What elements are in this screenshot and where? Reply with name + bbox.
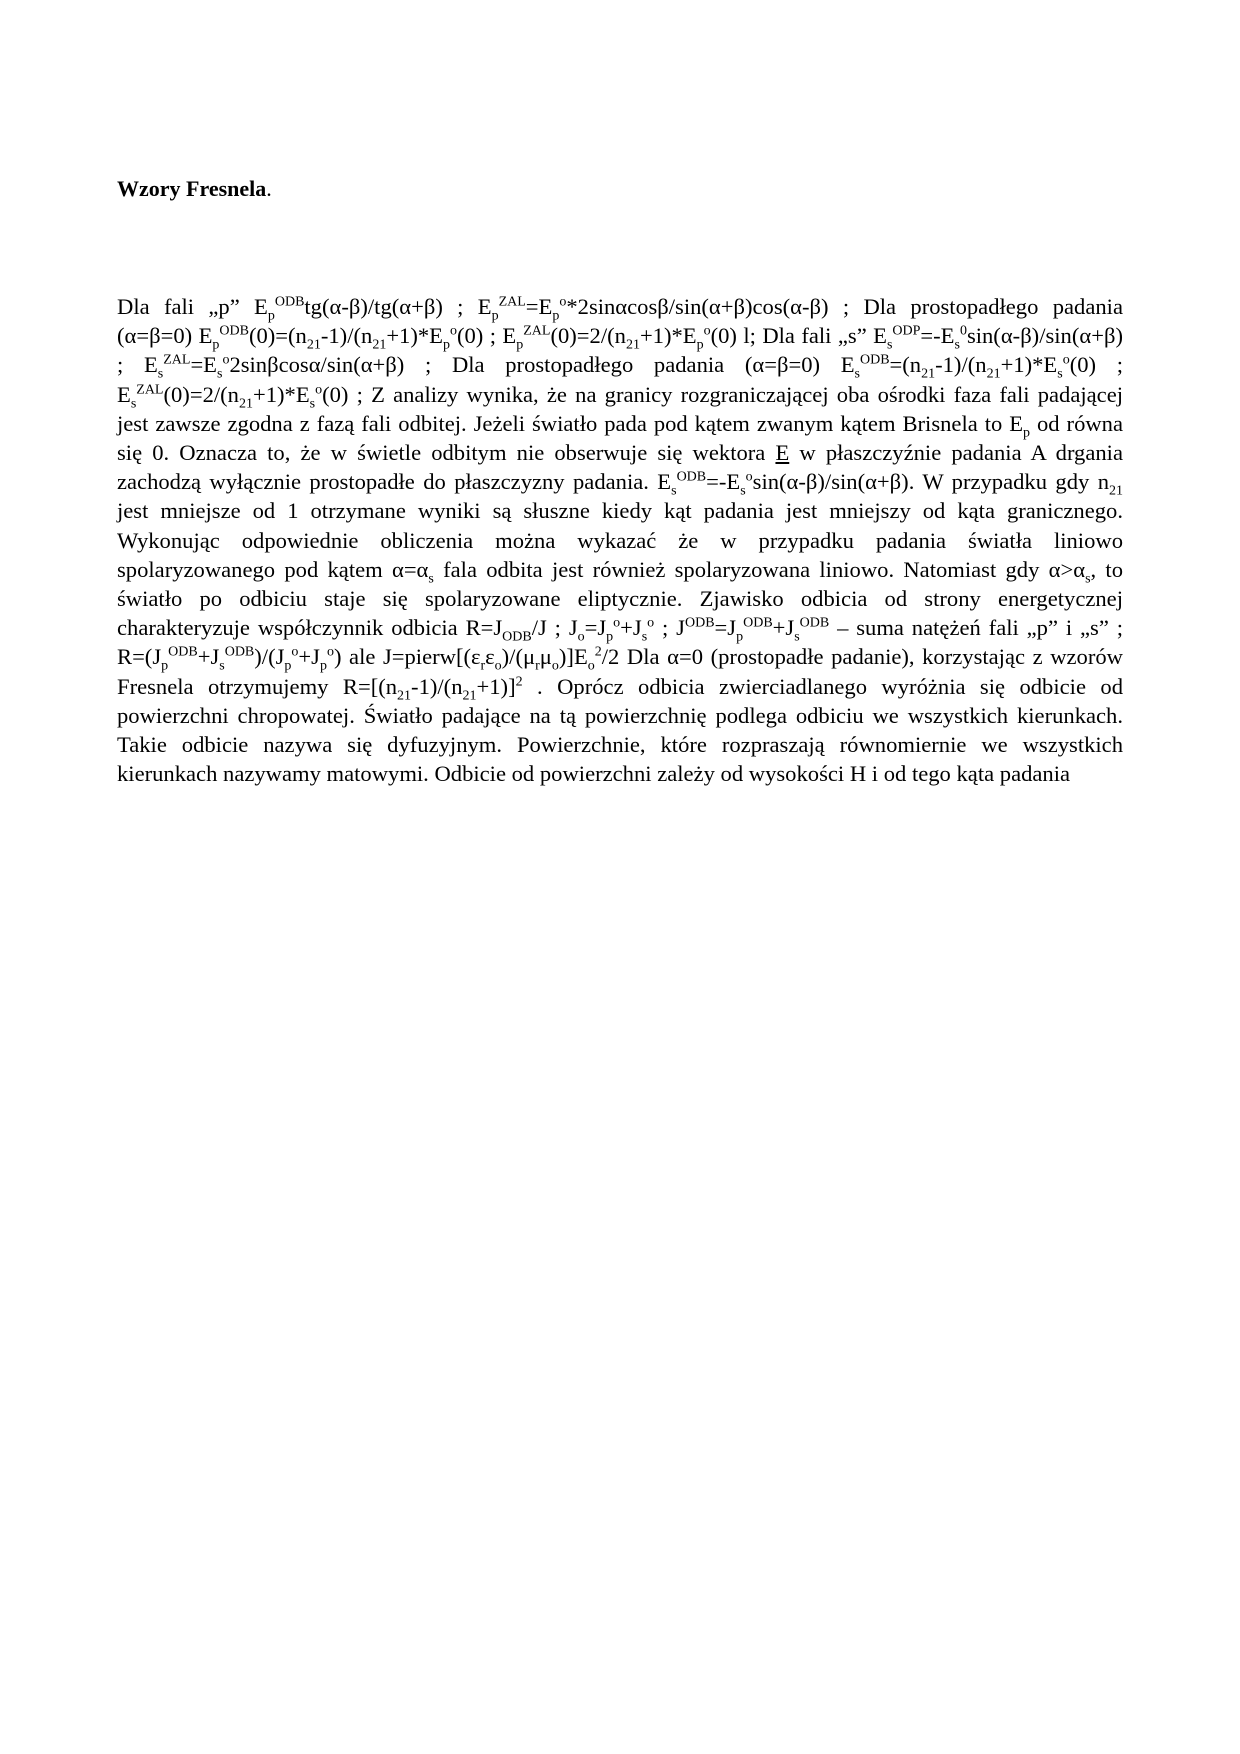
text-run: -1)/(n [320, 323, 373, 349]
subscript: o [494, 658, 502, 674]
subscript: s [219, 658, 225, 674]
superscript: ODB [168, 644, 198, 660]
subscript: s [1085, 571, 1091, 587]
text-run: ε [485, 644, 495, 670]
text-run: +J [197, 644, 220, 670]
subscript: 21 [986, 366, 1001, 382]
subscript: r [535, 658, 540, 674]
superscript: ODB [274, 294, 305, 310]
subscript: ODB [502, 629, 532, 645]
subscript: p [319, 658, 327, 674]
text-run: +1)] [476, 673, 516, 699]
subscript: p [442, 337, 450, 353]
subscript: p [491, 308, 499, 324]
superscript: ODB [743, 615, 773, 631]
text-run: – suma natężeń fali „p” i „s” ; R=(J [117, 615, 1124, 670]
text-run: fala odbita jest również spolaryzowana liniowo. Natomiast gdy α>α [433, 556, 1086, 582]
subscript: s [954, 337, 960, 353]
subscript: p [267, 308, 275, 324]
subscript: p [516, 337, 524, 353]
subscript: s [740, 483, 746, 499]
superscript: o [703, 323, 711, 339]
superscript: o [613, 615, 621, 631]
text-run: =E [190, 352, 217, 378]
superscript: o [559, 294, 567, 310]
superscript: o [326, 644, 334, 660]
text-run: jest mniejsze od 1 otrzymane wyniki są słuszne kiedy kąt padania jest mniejszy od kąta granicznego. Wykonując odpowiednie obliczenia można wykazać że w przypadku padania światła liniowo spolaryzowanego pod kątem α=α [117, 498, 1123, 582]
text-run: (0) ; Z analizy wynika, że na granicy rozgraniczającej oba ośrodki faza fali padającej jest zawsze zgodna z fazą fali odbitej. Jeżeli światło pada pod kątem zwanym kątem Brisnela to E [117, 381, 1123, 436]
subscript: p [1023, 425, 1031, 441]
page-title [117, 175, 272, 203]
text-run: -1)/(n [411, 673, 463, 699]
subscript: s [794, 629, 800, 645]
text-run: =-E [706, 469, 741, 495]
subscript: s [309, 396, 316, 412]
superscript: ZAL [136, 382, 164, 398]
text-run: sin(α-β)/sin(α+β) ; E [117, 323, 1123, 378]
superscript: ODP [892, 323, 921, 339]
text-run: 2sinβcosα/sin(α+β) ; Dla prostopadłego padania (α=β=0) E [229, 352, 855, 378]
body-paragraph [117, 292, 1123, 788]
superscript: 2 [515, 674, 523, 690]
subscript: p [696, 337, 704, 353]
text-run: Dla fali „p” E [117, 294, 268, 319]
text-run: +1)*E [252, 381, 310, 407]
text-run: (0) ; E [456, 323, 517, 349]
subscript: p [212, 337, 220, 353]
subscript: o [577, 629, 585, 645]
superscript: 2 [594, 644, 602, 660]
superscript: o [315, 382, 323, 398]
subscript: o [587, 658, 595, 674]
text-run: =E [525, 294, 553, 319]
text-run: +1)*E [386, 323, 443, 349]
text-run: +1)*E [1000, 352, 1058, 378]
text-run: (0)=(n [248, 323, 307, 349]
subscript: s [854, 366, 860, 382]
subscript: p [552, 308, 560, 324]
subscript: 21 [238, 396, 253, 412]
superscript: 0 [959, 323, 967, 339]
text-run: +1)*E [639, 323, 697, 349]
subscript: 21 [921, 366, 936, 382]
superscript: o [449, 323, 457, 339]
subscript: 21 [397, 688, 412, 704]
text-run: =-E [920, 323, 955, 349]
superscript: ODB [684, 615, 715, 631]
subscript: s [641, 629, 648, 645]
text-run: ; J [654, 615, 685, 641]
subscript: r [480, 658, 486, 674]
subscript: s [216, 366, 223, 382]
subscript: p [606, 629, 614, 645]
text-run: ) ale J=pierw[(ε [333, 644, 481, 670]
text-run: (0) l; Dla fali „s” E [710, 323, 887, 349]
subscript: s [1057, 366, 1063, 382]
superscript: ODB [676, 469, 707, 485]
text-run: )/(J [254, 644, 285, 670]
text-run: )]E [558, 644, 588, 670]
text-run: tg(α-β)/tg(α+β) ; E [304, 294, 492, 319]
superscript: o [745, 469, 753, 485]
subscript: p [284, 658, 292, 674]
superscript: o [1062, 352, 1070, 368]
text-run: , to światło po odbiciu staje się spolaryzowane eliptycznie. Zjawisko odbicia od strony energetycznej charakteryzuje współczynnik odbicia R=J [117, 556, 1123, 641]
text-run: /J ; J [531, 615, 578, 641]
superscript: ODB [799, 615, 830, 631]
text-run: (0)=2/(n [550, 323, 626, 349]
text-run: . Oprócz odbicia zwierciadlanego wyróżnia się odbicie od powierzchni chropowatej. Światło padające na tą powierzchnię podlega odbiciu we wszystkich kierunkach. Takie odbicie nazywa się dyfuzyjnym. Powierzchnie, które rozpraszają równomiernie we wszystkich kierunkach nazywamy matowymi. Odbicie od powierzchni zależy od wysokości H i od tego kąta padania [117, 673, 1123, 787]
superscript: o [222, 352, 230, 368]
text-run: sin(α-β)/sin(α+β). W przypadku gdy n [752, 469, 1109, 495]
text-run: +J [620, 615, 642, 641]
text-run: -1)/(n [935, 352, 987, 378]
subscript: s [130, 396, 137, 412]
subscript: 21 [306, 337, 321, 353]
text-run: μ [539, 644, 552, 670]
subscript: s [428, 571, 434, 587]
text-run: w płaszczyźnie padania A drgania zachodzą wyłącznie prostopadłe do płaszczyzny padania. E [117, 440, 1123, 495]
text-run: (0) ; E [117, 352, 1123, 407]
text-run: +J [772, 615, 795, 641]
superscript: ZAL [498, 294, 526, 310]
subscript: o [551, 658, 559, 674]
subscript: s [157, 366, 164, 382]
subscript: s [886, 337, 893, 353]
superscript: ODB [219, 323, 249, 339]
subscript: p [161, 658, 169, 674]
superscript: o [647, 615, 655, 631]
superscript: o [291, 644, 299, 660]
text-run: =J [714, 615, 737, 641]
superscript: ODB [224, 644, 255, 660]
text-run: od równa się 0. Oznacza to, że w świetle odbitym nie obserwuje się wektora [117, 410, 1124, 466]
subscript: s [671, 483, 677, 499]
text-run: (0)=2/(n [163, 381, 239, 407]
text-run: )/(μ [501, 644, 536, 670]
text-run: =J [584, 615, 607, 641]
subscript: 21 [625, 337, 640, 353]
text-run: +J [298, 644, 320, 670]
superscript: ODB [859, 352, 890, 368]
subscript: p [736, 629, 744, 645]
subscript: 21 [372, 337, 387, 353]
text-run: *2sinαcosβ/sin(α+β)cos(α-β) ; Dla prostopadłego padania (α=β=0) E [117, 294, 1123, 349]
subscript: 21 [1109, 483, 1123, 499]
superscript: ZAL [523, 323, 551, 339]
text-run: =(n [889, 352, 922, 378]
subscript: 21 [462, 688, 477, 704]
title-tail: . [266, 176, 272, 201]
superscript: ZAL [163, 352, 191, 368]
title-bold: Wzory Fresnela [117, 176, 267, 201]
text-run: /2 Dla α=0 (prostopadłe padanie), korzystając z wzorów Fresnela otrzymujemy R=[(n [117, 644, 1123, 699]
underlined-vector-e: E [775, 440, 790, 466]
